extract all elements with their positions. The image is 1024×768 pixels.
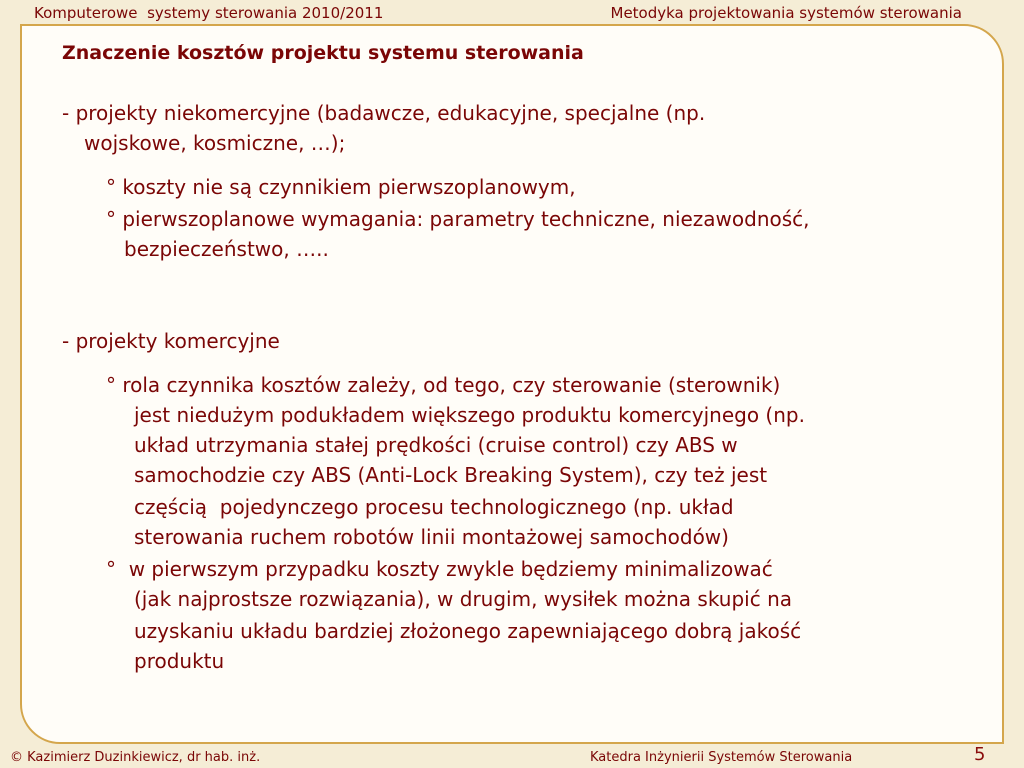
text-line: częścią pojedynczego procesu technologicznego (np. układ: [134, 495, 734, 519]
slide-title: Znaczenie kosztów projektu systemu sterowania: [62, 42, 584, 64]
course-title: Komputerowe systemy sterowania 2010/2011: [34, 4, 384, 22]
department-name: Katedra Inżynierii Systemów Sterowania: [590, 750, 853, 765]
author-credit: © Kazimierz Duzinkiewicz, dr hab. inż.: [10, 750, 261, 765]
text-line: uzyskaniu układu bardziej złożonego zapewniającego dobrą jakość: [134, 619, 802, 643]
page-number: 5: [974, 744, 986, 765]
lecture-title: Metodyka projektowania systemów sterowania: [610, 4, 962, 22]
sub-bullet-cost-role: ° rola czynnika kosztów zależy, od tego, czy sterowanie (sterownik): [106, 373, 781, 397]
text-line: bezpieczeństwo, …..: [124, 237, 329, 261]
text-line: jest niedużym podukładem większego produktu komercyjnego (np.: [134, 403, 805, 427]
sub-bullet-costs: ° koszty nie są czynnikiem pierwszoplanowym,: [106, 175, 576, 199]
bullet-commercial: - projekty komercyjne: [62, 329, 280, 353]
sub-bullet-minimize: ° w pierwszym przypadku koszty zwykle będziemy minimalizować: [106, 557, 773, 581]
text-line: samochodzie czy ABS (Anti-Lock Breaking System), czy też jest: [134, 463, 768, 487]
text-line: układ utrzymania stałej prędkości (cruise control) czy ABS w: [134, 433, 738, 457]
bullet-noncommercial: - projekty niekomercyjne (badawcze, edukacyjne, specjalne (np.: [62, 101, 706, 125]
text-line: sterowania ruchem robotów linii montażowej samochodów): [134, 525, 729, 549]
text-line: produktu: [134, 649, 225, 673]
text-line: (jak najprostsze rozwiązania), w drugim, wysiłek można skupić na: [134, 587, 793, 611]
text-line: wojskowe, kosmiczne, …);: [84, 131, 346, 155]
sub-bullet-requirements: ° pierwszoplanowe wymagania: parametry techniczne, niezawodność,: [106, 207, 810, 231]
slide-header: [0, 0, 1024, 26]
slide-footer: [0, 744, 1024, 768]
